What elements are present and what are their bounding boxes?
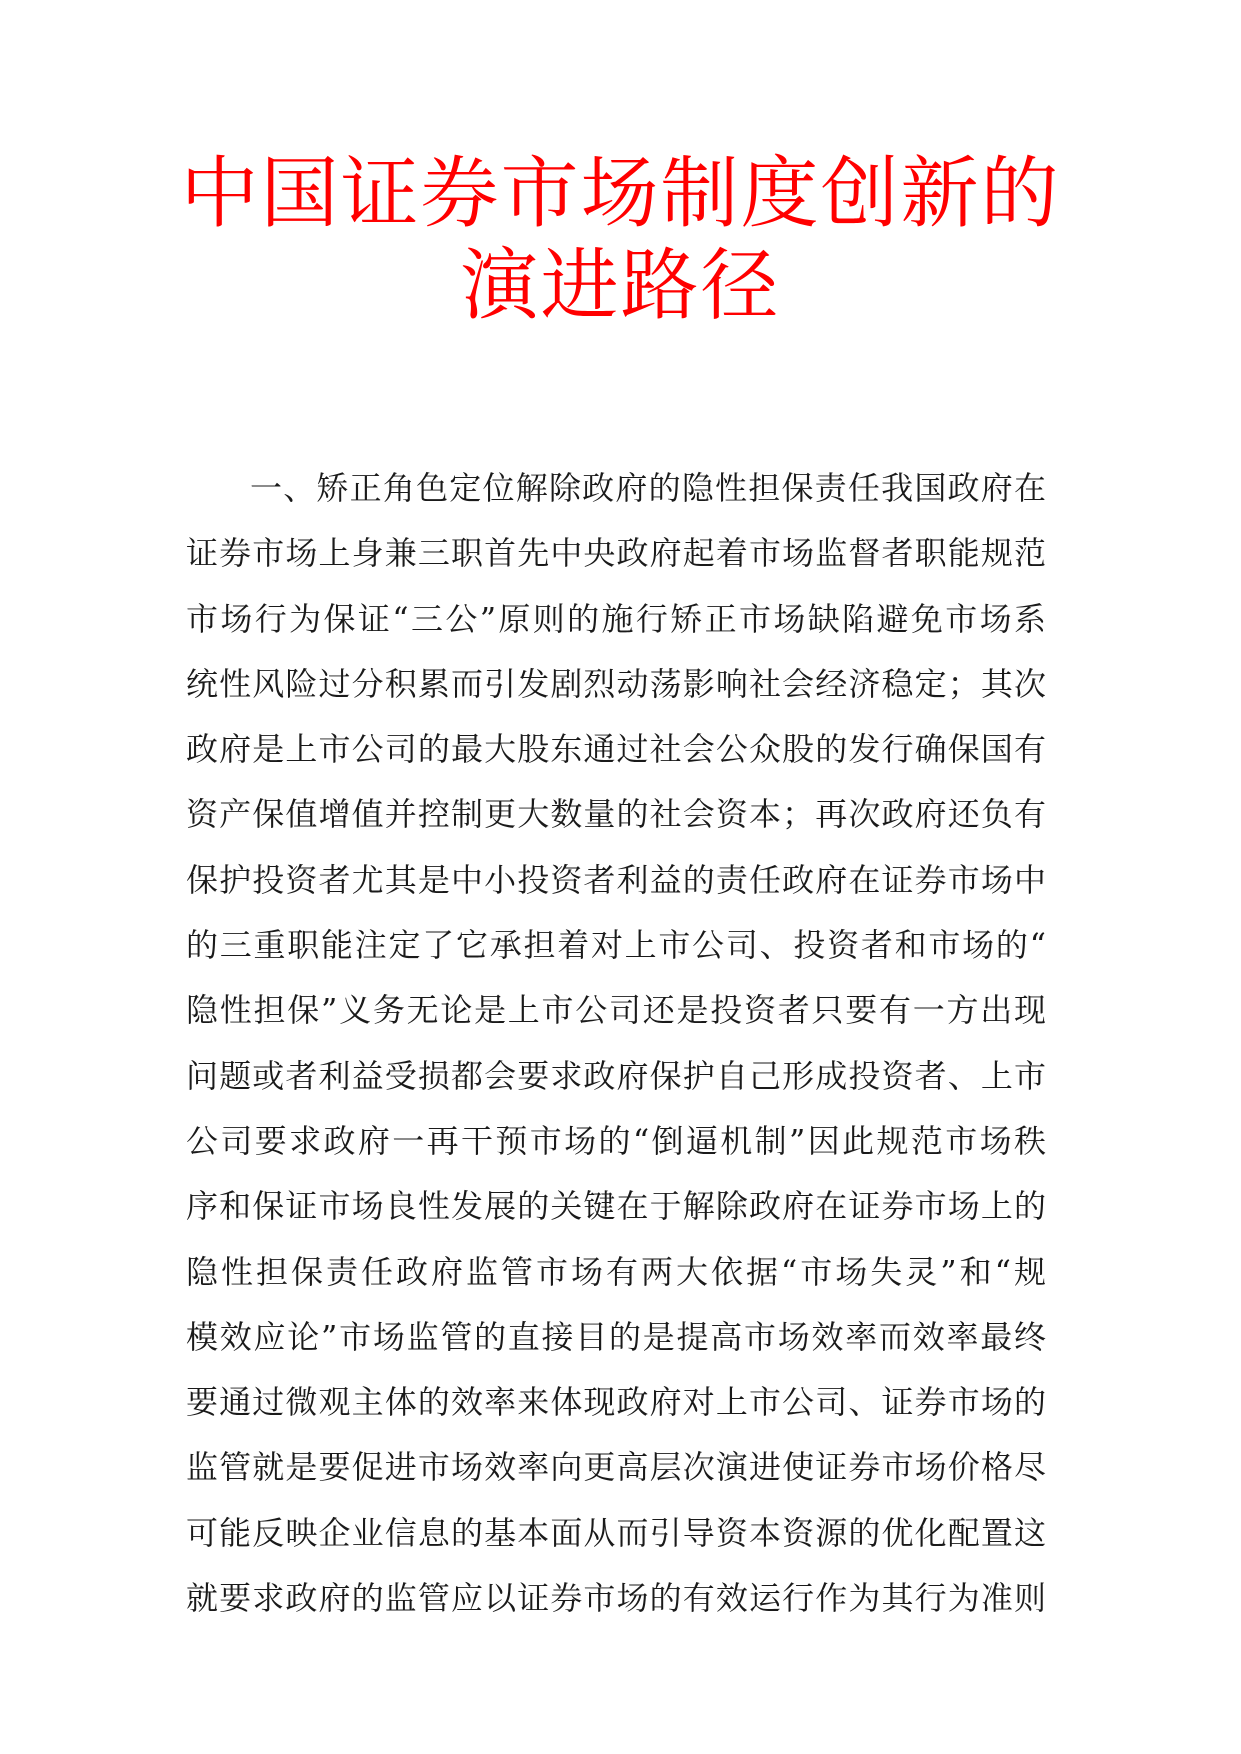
body-line: 就要求政府的监管应以证券市场的有效运行作为其行为准则 xyxy=(186,1579,1046,1618)
title-line-2: 演进路径 xyxy=(460,241,781,331)
body-line: 证券市场上身兼三职首先中央政府起着市场监督者职能规范 xyxy=(186,534,1046,573)
body-line: 隐性担保责任政府监管市场有两大依据“市场失灵”和“规 xyxy=(186,1252,1046,1291)
body-line: 政府是上市公司的最大股东通过社会公众股的发行确保国有 xyxy=(186,730,1046,769)
body-line: 一、矫正角色定位解除政府的隐性担保责任我国政府在 xyxy=(250,469,1046,507)
body-line: 要通过微观主体的效率来体现政府对上市公司、证券市场的 xyxy=(186,1383,1046,1422)
document-title xyxy=(0,148,1241,332)
body-line: 监管就是要促进市场效率向更高层次演进使证券市场价格尽 xyxy=(186,1448,1046,1487)
body-line: 保护投资者尤其是中小投资者利益的责任政府在证券市场中 xyxy=(186,860,1046,899)
title-line-1: 中国证券市场制度创新的 xyxy=(180,149,1061,239)
body-line: 公司要求政府一再干预市场的“倒逼机制”因此规范市场秩 xyxy=(186,1121,1046,1160)
body-paragraph xyxy=(186,456,1046,1631)
body-line: 序和保证市场良性发展的关键在于解除政府在证券市场上的 xyxy=(186,1187,1046,1226)
body-line: 统性风险过分积累而引发剧烈动荡影响社会经济稳定；其次 xyxy=(186,664,1046,703)
body-line: 的三重职能注定了它承担着对上市公司、投资者和市场的“ xyxy=(186,926,1046,965)
body-line: 市场行为保证“三公”原则的施行矫正市场缺陷避免市场系 xyxy=(186,599,1046,638)
body-line: 模效应论”市场监管的直接目的是提高市场效率而效率最终 xyxy=(186,1317,1046,1356)
body-line: 问题或者利益受损都会要求政府保护自己形成投资者、上市 xyxy=(186,1056,1046,1095)
body-line: 可能反映企业信息的基本面从而引导资本资源的优化配置这 xyxy=(186,1513,1046,1552)
body-line: 隐性担保”义务无论是上市公司还是投资者只要有一方出现 xyxy=(186,991,1046,1030)
body-line: 资产保值增值并控制更大数量的社会资本；再次政府还负有 xyxy=(186,795,1046,834)
